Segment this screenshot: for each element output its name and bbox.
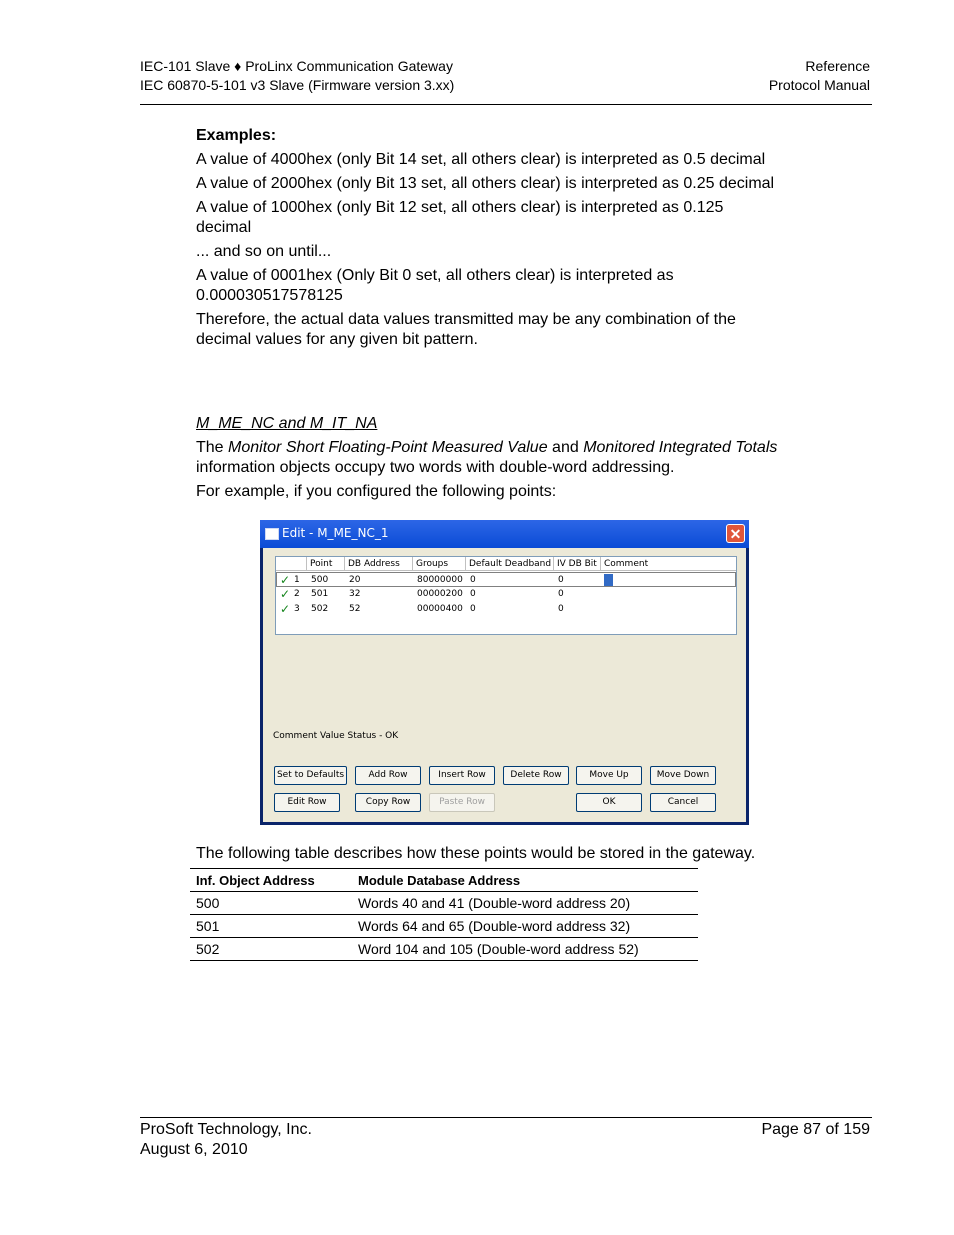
para-text: The [196,439,229,456]
add-row-button[interactable]: Add Row [355,766,421,785]
comment-status: Comment Value Status - OK [273,731,399,741]
header-firmware: IEC 60870-5-101 v3 Slave (Firmware version 3.xx) [140,77,455,93]
grid-row[interactable] [276,572,736,587]
dialog-body [263,548,746,822]
cell-iv-db-bit[interactable]: 0 [558,575,564,585]
cell-db-address[interactable]: 32 [349,589,361,599]
table-header-row [190,869,698,892]
table-cell: 501 [190,915,352,938]
footer-page-number: Page 87 of 159 [761,1121,870,1138]
example-3: A value of 1000hex (only Bit 12 set, all others clear) is interpreted as 0.125 decimal [196,199,724,236]
row-index: 1 [294,575,300,585]
table-cell: Words 40 and 41 (Double-word address 20) [352,892,698,915]
section-heading: M_ME_NC and M_IT_NA [196,415,378,432]
check-icon: ✓ [280,573,291,587]
table-row [190,915,698,938]
window-icon [265,528,279,540]
cell-groups[interactable]: 80000000 [417,575,463,585]
example-intro: For example, if you configured the following points: [196,483,557,500]
table-cell: Word 104 and 105 (Double-word address 52) [352,938,698,961]
example-4: ... and so on until... [196,243,332,260]
example-5: A value of 0001hex (Only Bit 0 set, all others clear) is interpreted as 0.000030517578125 [196,267,674,304]
cell-deadband[interactable]: 0 [470,589,476,599]
dialog-title: Edit - M_ME_NC_1 [282,526,389,540]
cancel-button[interactable]: Cancel [650,793,716,812]
examples-heading: Examples: [196,127,277,144]
footer-company: ProSoft Technology, Inc. [140,1121,312,1138]
paste-row-button[interactable]: Paste Row [429,793,495,812]
close-icon[interactable]: ✕ [726,524,745,543]
grid-header-groups[interactable]: Groups [413,557,466,571]
insert-row-button[interactable]: Insert Row [429,766,495,785]
copy-row-button[interactable]: Copy Row [355,793,421,812]
para-term-totals: Monitored Integrated Totals [583,439,778,456]
header-manual: Protocol Manual [768,77,870,93]
table-cell: 500 [190,892,352,915]
cell-iv-db-bit[interactable]: 0 [558,589,564,599]
header-product: IEC-101 Slave ♦ ProLinx Communication Gateway [140,58,453,74]
para-term-measured: Monitor Short Floating-Point Measured Value [228,439,548,456]
cell-comment-cursor[interactable] [604,574,613,586]
move-down-button[interactable]: Move Down [650,766,716,785]
grid-header-point[interactable]: Point [307,557,345,571]
cell-db-address[interactable]: 52 [349,604,361,614]
grid-header-comment[interactable]: Comment [601,557,736,571]
footer-left [140,1120,312,1160]
set-to-defaults-button[interactable]: Set to Defaults [274,766,347,785]
edit-row-button[interactable]: Edit Row [274,793,340,812]
grid-header-db-address[interactable]: DB Address [345,557,413,571]
header-reference: Reference [805,58,870,74]
example-1: A value of 4000hex (only Bit 14 set, all others clear) is interpreted as 0.5 decimal [196,151,766,168]
check-icon: ✓ [280,587,291,601]
table-row [190,892,698,915]
cell-db-address[interactable]: 20 [349,575,361,585]
cell-iv-db-bit[interactable]: 0 [558,604,564,614]
table-intro-text: The following table describes how these points would be stored in the gateway. [196,845,756,862]
cell-deadband[interactable]: 0 [470,575,476,585]
para-text: information objects occupy two words with double-word addressing. [196,459,675,476]
points-grid[interactable] [275,556,737,635]
footer-rule [140,1117,872,1118]
table-header-module-db: Module Database Address [352,869,698,892]
mmenc-section [196,414,816,506]
edit-dialog [260,520,749,825]
footer-date: August 6, 2010 [140,1141,248,1158]
storage-table [190,868,698,961]
table-cell: 502 [190,938,352,961]
row-index: 3 [294,604,300,614]
grid-header-index[interactable] [276,557,307,571]
table-header-inf-object: Inf. Object Address [190,869,352,892]
table-intro [196,844,816,868]
example-2: A value of 2000hex (only Bit 13 set, all others clear) is interpreted as 0.25 decimal [196,175,775,192]
cell-deadband[interactable]: 0 [470,604,476,614]
grid-header-iv-db-bit[interactable]: IV DB Bit [554,557,601,571]
ok-button[interactable]: OK [576,793,642,812]
cell-point[interactable]: 501 [311,589,329,599]
header-right [769,57,870,95]
para-text: and [547,439,584,456]
grid-header-deadband[interactable]: Default Deadband [466,557,554,571]
dialog-titlebar[interactable] [260,520,749,548]
examples-section [196,126,816,354]
cell-groups[interactable]: 00000200 [417,589,463,599]
delete-row-button[interactable]: Delete Row [503,766,569,785]
header-left [140,57,454,95]
table-row [190,938,698,961]
row-index: 2 [294,589,300,599]
cell-point[interactable]: 500 [311,575,329,585]
check-icon: ✓ [280,602,291,616]
move-up-button[interactable]: Move Up [576,766,642,785]
cell-groups[interactable]: 00000400 [417,604,463,614]
cell-point[interactable]: 502 [311,604,329,614]
grid-row[interactable] [276,602,736,617]
header-rule [140,104,872,105]
section-paragraph [196,438,786,478]
example-6: Therefore, the actual data values transmitted may be any combination of the decimal values for any given bit pattern. [196,311,736,348]
grid-row[interactable] [276,587,736,602]
table-cell: Words 64 and 65 (Double-word address 32) [352,915,698,938]
